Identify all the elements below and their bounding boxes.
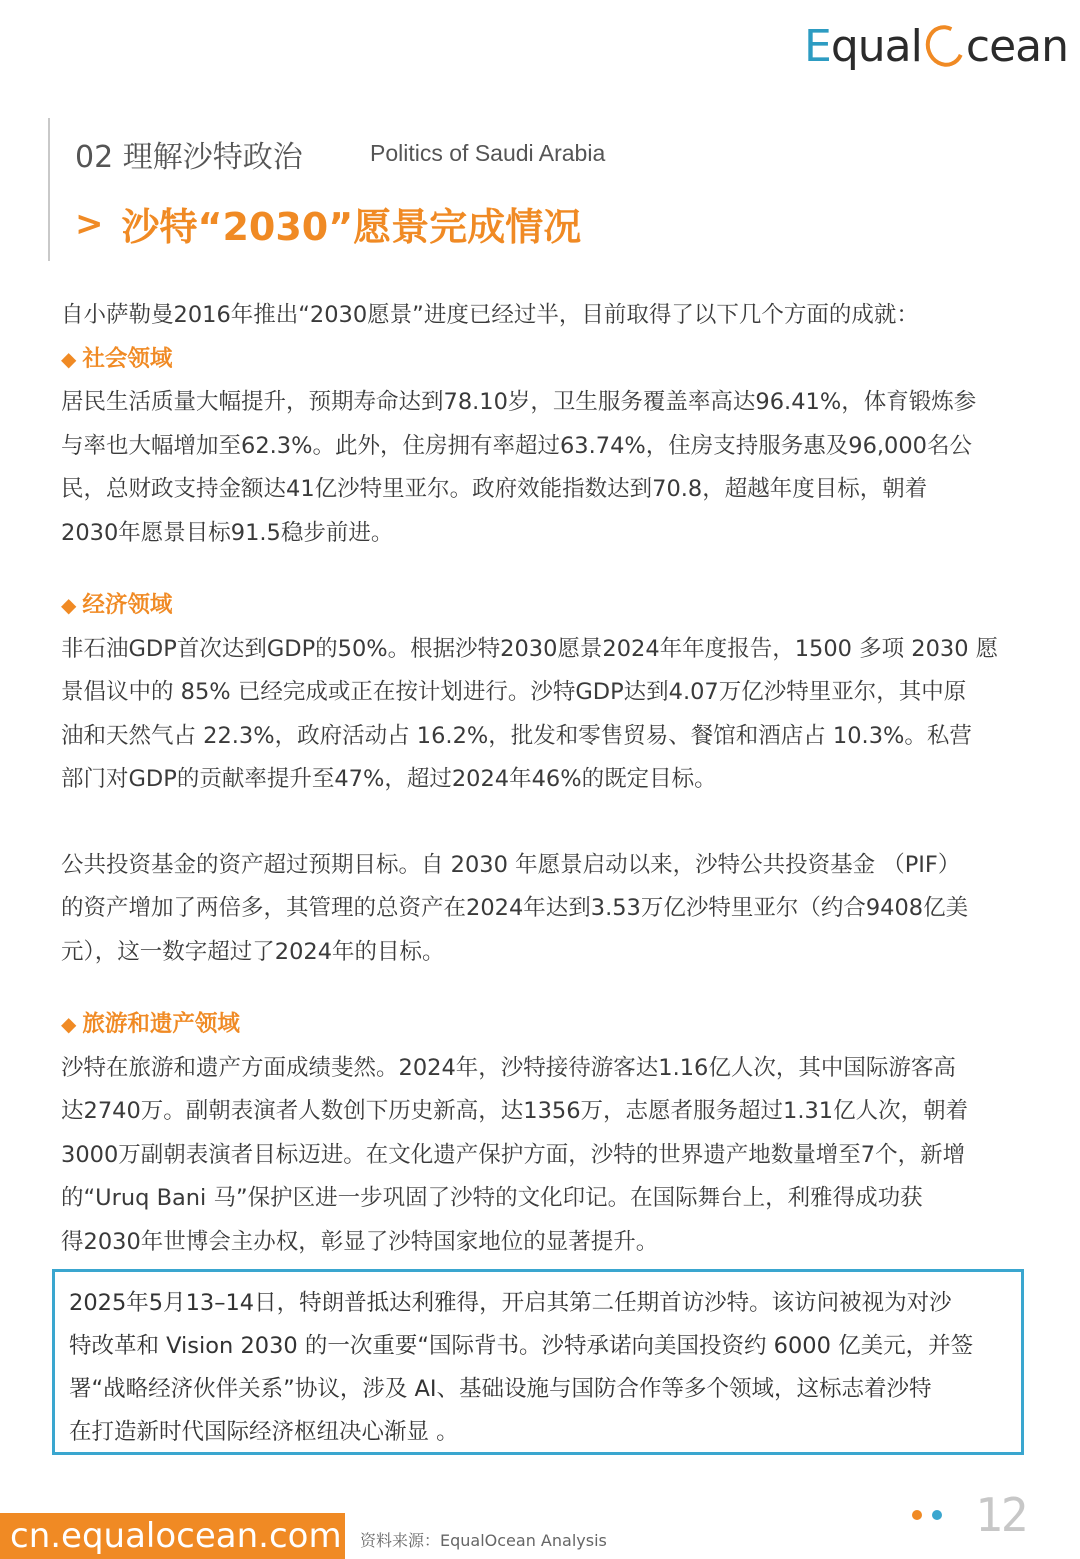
tourism-line: 的“Uruq Bani 马”保护区进一步巩固了沙特的文化印记。在国际舞台上，利雅得成功获 xyxy=(61,1185,923,1211)
blue-dot-icon xyxy=(932,1510,942,1520)
tourism-line: 沙特在旅游和遗产方面成绩斐然。2024年，沙特接待游客达1.16亿人次，其中国际游客高 xyxy=(61,1054,956,1081)
pif-line: 的资产增加了两倍多，其管理的总资产在2024年达到3.53万亿沙特里亚尔（约合9408亿美 xyxy=(61,895,969,921)
pif-line: 元），这一数字超过了2024年的目标。 xyxy=(61,938,445,965)
diamond-icon: ◆ xyxy=(61,593,77,617)
callout-line: 2025年5月13–14日，特朗普抵达利雅得，开启其第二任期首访沙特。该访问被视为对沙 xyxy=(69,1290,952,1316)
callout-line: 特改革和 Vision 2030 的一次重要“国际背书。沙特承诺向美国投资约 6000 亿美元，并签 xyxy=(69,1333,974,1359)
page-dots xyxy=(912,1510,942,1520)
economy-line: 非石油GDP首次达到GDP的50%。根据沙特2030愿景2024年年度报告，1500 多项 2030 愿 xyxy=(61,635,999,662)
pif-line: 公共投资基金的资产超过预期目标。自 2030 年愿景启动以来，沙特公共投资基金 （PIF） xyxy=(61,851,961,878)
intro-text: 自小萨勒曼2016年推出“2030愿景”进度已经过半，目前取得了以下几个方面的成就： xyxy=(61,302,919,328)
diamond-icon: ◆ xyxy=(61,346,77,371)
page-number: 12 xyxy=(975,1488,1027,1542)
page-title: 沙特“2030”愿景完成情况 xyxy=(121,205,582,249)
callout-line: 在打造新时代国际经济枢纽决心渐显 。 xyxy=(69,1419,459,1445)
footer-site-link[interactable]: cn.equalocean.com xyxy=(0,1513,345,1559)
social-line: 民，总财政支持金额达41亿沙特里亚尔。政府效能指数达到70.8，超越年度目标，朝着 xyxy=(61,476,928,502)
social-line: 与率也大幅增加至62.3%。此外，住房拥有率超过63.74%，住房支持服务惠及96,000名公 xyxy=(61,432,972,459)
social-heading: ◆ 社会领域 xyxy=(61,338,1021,382)
logo-ring-icon xyxy=(920,20,970,72)
main-content xyxy=(61,294,1021,1264)
economy-line: 部门对GDP的贡献率提升至47%，超过2024年46%的既定目标。 xyxy=(61,766,717,792)
tourism-line: 达2740万。副朝表演者人数创下历史新高，达1356万，志愿者服务超过1.31亿人次，朝着 xyxy=(61,1098,969,1124)
tourism-heading: ◆ 旅游和遗产领域 xyxy=(61,1003,1021,1047)
callout-line: 署“战略经济伙伴关系”协议，涉及 AI、基础设施与国防合作等多个领域，这标志着沙特 xyxy=(69,1376,932,1402)
page-title-row xyxy=(75,196,581,251)
diamond-icon: ◆ xyxy=(61,1012,77,1036)
section-english-title: Politics of Saudi Arabia xyxy=(370,140,606,166)
economy-heading: ◆ 经济领域 xyxy=(61,584,1021,628)
chevron-right-icon: > xyxy=(75,203,104,244)
social-line: 2030年愿景目标91.5稳步前进。 xyxy=(61,519,394,546)
tourism-line: 3000万副朝表演者目标迈进。在文化遗产保护方面，沙特的世界遗产地数量增至7个，新增 xyxy=(61,1141,966,1168)
tourism-line: 得2030年世博会主办权，彰显了沙特国家地位的显著提升。 xyxy=(61,1228,659,1255)
source-note: 资料来源：EqualOcean Analysis xyxy=(360,1531,607,1550)
economy-line: 景倡议中的 85% 已经完成或正在按计划进行。沙特GDP达到4.07万亿沙特里亚尔，其中原 xyxy=(61,679,967,705)
social-line: 居民生活质量大幅提升，预期寿命达到78.10岁，卫生服务覆盖率高达96.41%，体育锻炼参 xyxy=(61,389,977,415)
economy-line: 油和天然气占 22.3%，政府活动占 16.2%，批发和零售贸易、餐馆和酒店占 10.3%。私营 xyxy=(61,722,972,749)
section-number: 02 理解沙特政治 xyxy=(75,140,303,175)
header-divider xyxy=(48,118,50,261)
callout-box xyxy=(52,1269,1024,1455)
orange-dot-icon xyxy=(912,1510,922,1520)
equalocean-logo: E qual cean xyxy=(804,20,1068,72)
